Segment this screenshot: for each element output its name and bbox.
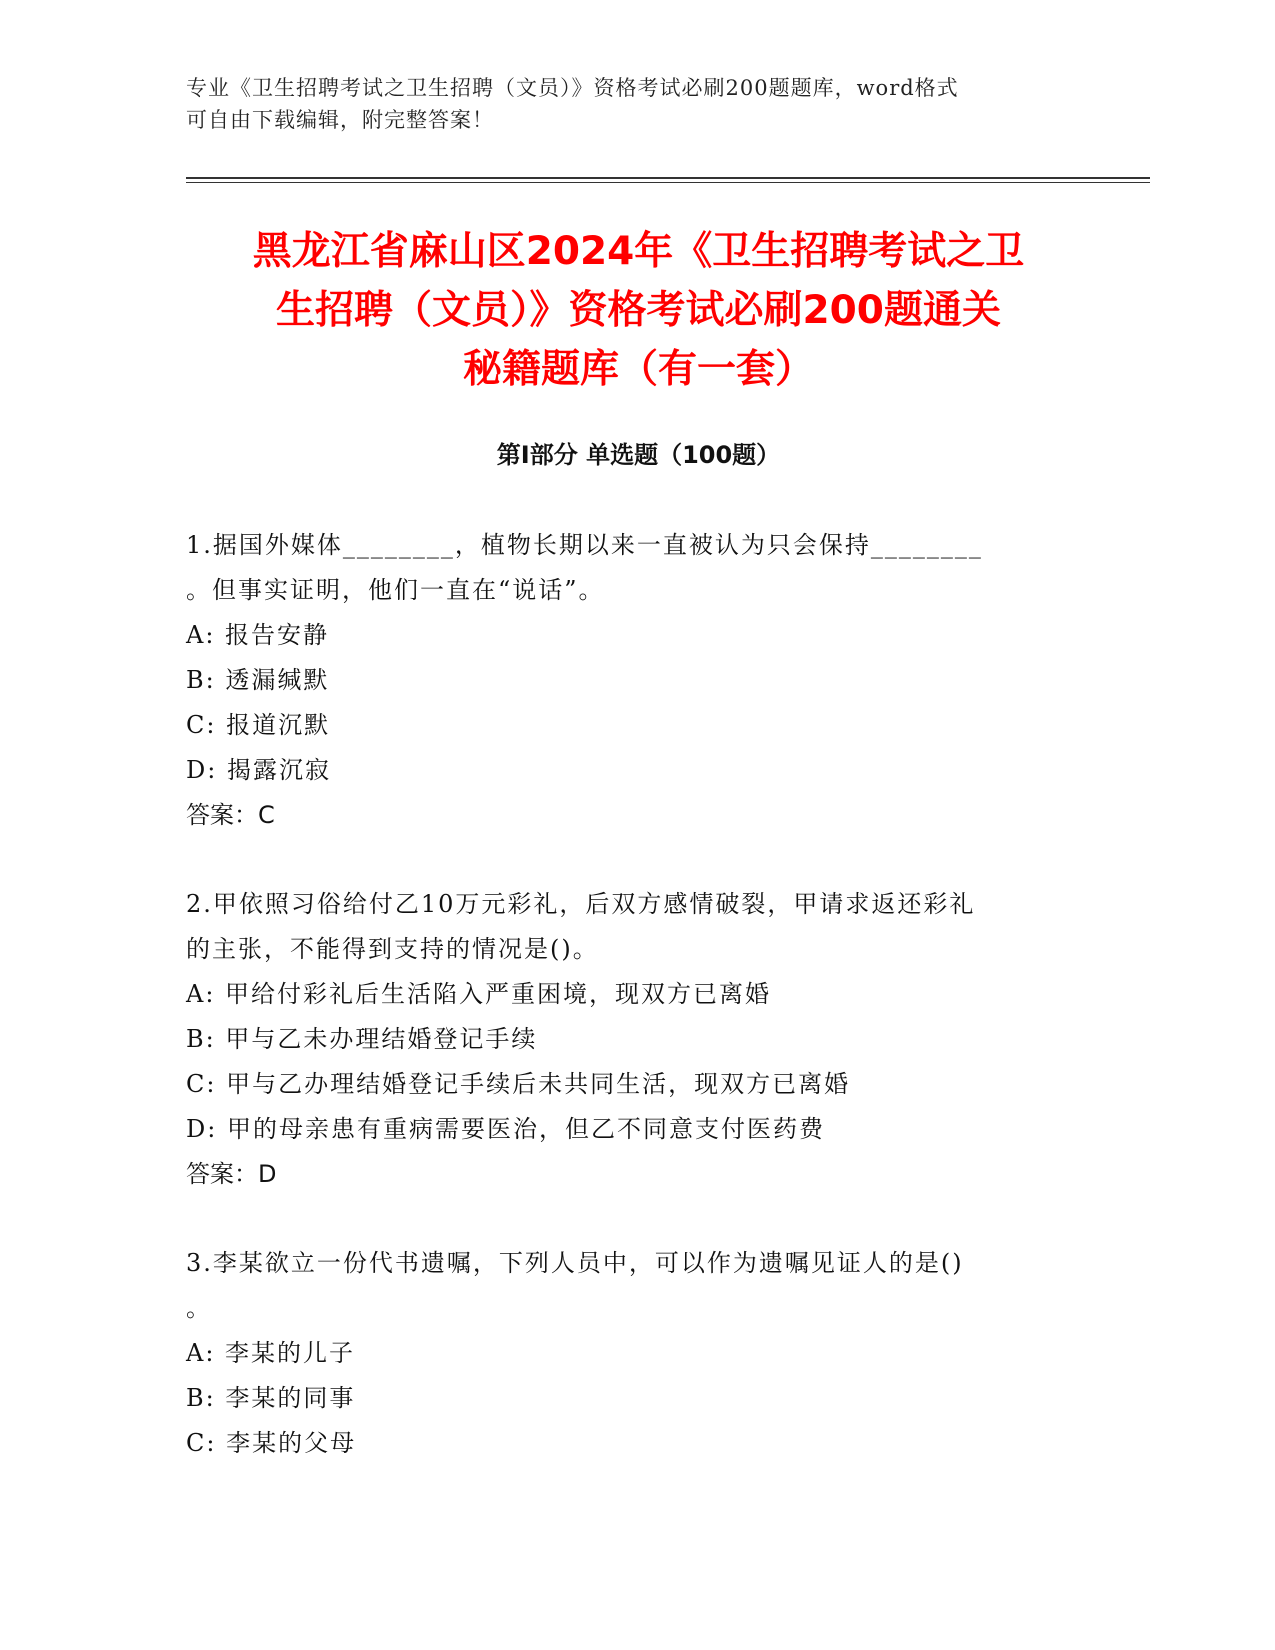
option-a: A: 甲给付彩礼后生活陷入严重困境，现双方已离婚 xyxy=(186,980,772,1008)
document-title xyxy=(186,222,1091,399)
question-2 xyxy=(186,882,1066,1197)
question-stem-line: 。 xyxy=(186,1294,212,1322)
answer-label: 答案：D xyxy=(186,1160,277,1188)
answer-label: 答案：C xyxy=(186,801,275,829)
document-title-line-3: 秘籍题库（有一套） xyxy=(462,347,814,392)
header-divider-thin xyxy=(186,182,1150,183)
option-c: C: 报道沉默 xyxy=(186,711,331,739)
question-stem-line: 3.李某欲立一份代书遗嘱，下列人员中，可以作为遗嘱见证人的是() xyxy=(186,1249,964,1277)
option-d: D: 甲的母亲患有重病需要医治，但乙不同意支付医药费 xyxy=(186,1115,825,1143)
question-stem-line: 的主张，不能得到支持的情况是()。 xyxy=(186,935,599,963)
header-note-line-2: 可自由下载编辑，附完整答案！ xyxy=(186,108,494,132)
header-divider-thick xyxy=(186,177,1150,179)
document-title-line-2: 生招聘（文员）》资格考试必刷200题通关 xyxy=(276,288,1001,333)
question-stem-line: 。但事实证明，他们一直在“说话”。 xyxy=(186,576,605,604)
option-c: C: 甲与乙办理结婚登记手续后未共同生活，现双方已离婚 xyxy=(186,1070,851,1098)
option-b: B: 甲与乙未办理结婚登记手续 xyxy=(186,1025,538,1053)
option-c: C: 李某的父母 xyxy=(186,1429,357,1457)
header-note-line-1: 专业《卫生招聘考试之卫生招聘（文员）》资格考试必刷200题题库，word格式 xyxy=(186,76,959,100)
header-note xyxy=(186,72,1066,136)
option-d: D: 揭露沉寂 xyxy=(186,756,331,784)
option-a: A: 报告安静 xyxy=(186,621,330,649)
option-b: B: 透漏缄默 xyxy=(186,666,330,694)
question-stem-line: 2.甲依照习俗给付乙10万元彩礼，后双方感情破裂，甲请求返还彩礼 xyxy=(186,890,976,918)
section-heading: 第Ⅰ部分 单选题（100题） xyxy=(496,441,781,469)
document-title-line-1: 黑龙江省麻山区2024年《卫生招聘考试之卫 xyxy=(252,229,1025,274)
option-a: A: 李某的儿子 xyxy=(186,1339,356,1367)
option-b: B: 李某的同事 xyxy=(186,1384,356,1412)
question-3 xyxy=(186,1241,1066,1466)
question-list xyxy=(186,523,1066,1510)
question-1 xyxy=(186,523,1066,838)
question-stem-line: 1.据国外媒体________，植物长期以来一直被认为只会保持________ xyxy=(186,531,983,559)
